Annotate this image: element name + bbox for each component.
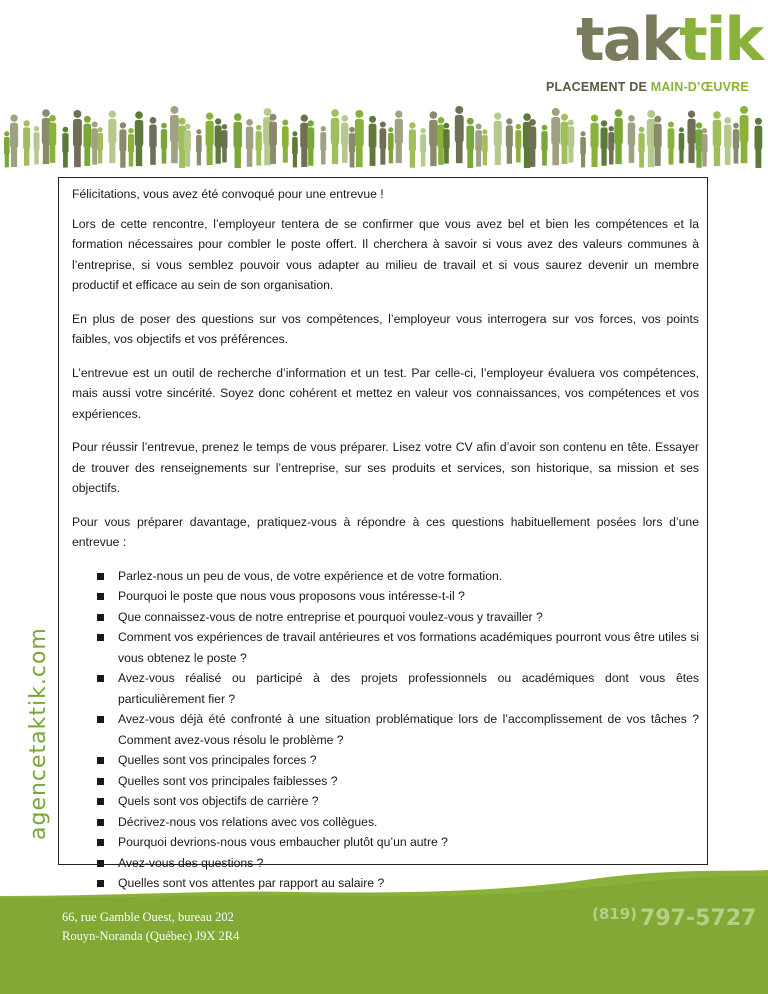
person-silhouette	[733, 123, 739, 164]
person-silhouette	[679, 127, 685, 163]
vertical-website-url: agencetaktik.com	[26, 627, 51, 840]
person-silhouette	[246, 119, 253, 167]
person-silhouette	[429, 111, 438, 166]
list-item: Quels sont vos objectifs de carrière ?	[97, 791, 699, 812]
person-silhouette	[628, 115, 635, 163]
person-silhouette	[601, 120, 608, 166]
list-item: Avez-vous des questions ?	[97, 853, 699, 874]
paragraph-congratulations: Félicitations, vous avez été convoqué pour une entrevue !	[72, 187, 384, 201]
person-silhouette	[73, 110, 82, 167]
crowd-silhouette-banner	[0, 96, 768, 168]
person-silhouette	[282, 120, 289, 163]
person-silhouette	[380, 122, 387, 165]
logo-wordmark: taktik	[576, 5, 763, 75]
person-silhouette	[256, 125, 262, 166]
question-list	[72, 566, 699, 894]
person-silhouette	[331, 109, 340, 164]
person-silhouette	[420, 128, 426, 166]
person-silhouette	[97, 127, 103, 163]
person-silhouette	[349, 127, 355, 168]
person-silhouette	[409, 122, 416, 168]
person-silhouette	[696, 122, 703, 168]
person-silhouette	[341, 115, 348, 163]
person-silhouette	[515, 124, 521, 162]
list-item: Quelles sont vos principales forces ?	[97, 750, 699, 771]
list-item: Que connaissez-vous de notre entreprise et pourquoi voulez-vous y travailler ?	[97, 607, 699, 628]
person-silhouette	[119, 122, 126, 168]
person-silhouette	[149, 117, 156, 165]
list-item: Avez-vous réalisé ou participé à des projets professionnels ou académiques dont vous êtes particulièrement fier ?	[97, 668, 699, 709]
person-silhouette	[482, 129, 488, 165]
list-item: Pourquoi devrions-nous vous embaucher plutôt qu’un autre ?	[97, 832, 699, 853]
person-silhouette	[34, 126, 40, 164]
paragraph-interview-test: L’entrevue est un outil de recherche d’information et un test. Par celle-ci, l’employeur évaluera vos compétences, mais aussi votre sincérité. Soyez donc cohérent et mettez en valeur vos connaissances, vos compétences et vos expériences.	[72, 365, 699, 421]
person-silhouette	[108, 110, 116, 163]
person-silhouette	[128, 128, 134, 166]
person-silhouette	[215, 118, 222, 164]
paragraph-questions-scope: En plus de poser des questions sur vos compétences, l’employeur vous interrogera sur vos forces, vos points faibles, vos objectifs et vos préférences.	[72, 311, 699, 346]
person-silhouette	[590, 114, 598, 167]
person-silhouette	[388, 127, 394, 163]
person-silhouette	[455, 106, 464, 163]
person-silhouette	[320, 126, 326, 164]
person-silhouette	[638, 127, 644, 168]
person-silhouette	[713, 111, 722, 166]
list-item: Parlez-nous un peu de vous, de votre expérience et de votre formation.	[97, 566, 699, 587]
person-silhouette	[494, 112, 502, 165]
logo-tagline: PLACEMENT DE MAIN-D’ŒUVRE	[546, 80, 749, 94]
person-silhouette	[222, 124, 228, 162]
person-silhouette	[4, 131, 10, 167]
person-silhouette	[395, 110, 403, 163]
list-item: Avez-vous déjà été confronté à une situation problématique lors de l’accomplissement de vos tâches ? Comment avez-vous résolu le problème ?	[97, 709, 699, 750]
person-silhouette	[161, 123, 167, 164]
list-item: Comment vos expériences de travail antérieures et vos formations académiques pourront vous être utiles si vous obtenez le poste ?	[97, 627, 699, 668]
person-silhouette	[300, 114, 308, 167]
person-silhouette	[196, 129, 202, 165]
person-silhouette	[369, 116, 377, 166]
phone-number: 797-5727	[640, 906, 757, 931]
person-silhouette	[355, 110, 364, 167]
address-line-2: Rouyn-Noranda (Québec) J9X 2R4	[62, 929, 240, 943]
paragraph-preparation: Pour réussir l’entrevue, prenez le temps de vous préparer. Lisez votre CV afin d’avoir son contenu en tête. Essayer de trouver des renseignements sur l’entreprise, sur ses produits et services, son historique, sa mission et ses objectifs.	[72, 440, 699, 495]
person-silhouette	[91, 122, 98, 165]
person-silhouette	[506, 118, 513, 164]
paragraph-meeting: Lors de cette rencontre, l’employeur tentera de se confirmer que vous avez bel et bien les compétences et la formation nécessaires pour combler le poste offert. Il cherchera à savoir si vous avez des valeurs communes à l’entreprise, si vous semblez pouvoir vous adapter au milieu de travail et si vous saurez devenir un membre productif et efficace au sein de son organisation.	[72, 216, 699, 292]
person-silhouette	[62, 127, 68, 168]
person-silhouette	[83, 116, 91, 166]
person-silhouette	[668, 122, 675, 165]
person-silhouette	[206, 112, 214, 165]
person-silhouette	[740, 106, 749, 163]
person-silhouette	[233, 113, 242, 168]
person-silhouette	[568, 120, 575, 163]
person-silhouette	[614, 109, 623, 164]
address-line-1: 66, rue Gamble Ouest, bureau 202	[62, 910, 234, 924]
person-silhouette	[135, 111, 144, 166]
company-logo	[540, 5, 763, 98]
person-silhouette	[10, 114, 18, 167]
footer-phone	[592, 906, 756, 931]
person-silhouette	[608, 126, 614, 164]
list-item: Décrivez-nous vos relations avec vos collègues.	[97, 812, 699, 833]
person-silhouette	[292, 131, 298, 167]
person-silhouette	[724, 117, 731, 165]
person-silhouette	[754, 118, 762, 168]
person-silhouette	[475, 124, 482, 167]
person-silhouette	[561, 114, 569, 164]
person-silhouette	[541, 125, 547, 166]
phone-area-code: (819)	[592, 905, 638, 923]
content-box	[58, 177, 708, 890]
footer-address	[62, 908, 239, 946]
person-silhouette	[170, 106, 179, 163]
list-item: Pourquoi le poste que nous vous proposons vous intéresse-t-il ?	[97, 586, 699, 607]
person-silhouette	[687, 110, 695, 163]
person-silhouette	[551, 108, 560, 165]
paragraph-practice: Pour vous préparer davantage, pratiquez-vous à répondre à ces questions habituellement posées lors d’une entrevue :	[72, 514, 699, 549]
list-item: Quelles sont vos attentes par rapport au salaire ?	[97, 873, 699, 894]
person-silhouette	[580, 131, 586, 167]
list-item: Quelles sont vos principales faiblesses ?	[97, 771, 699, 792]
person-silhouette	[466, 118, 474, 168]
person-silhouette	[23, 120, 30, 166]
